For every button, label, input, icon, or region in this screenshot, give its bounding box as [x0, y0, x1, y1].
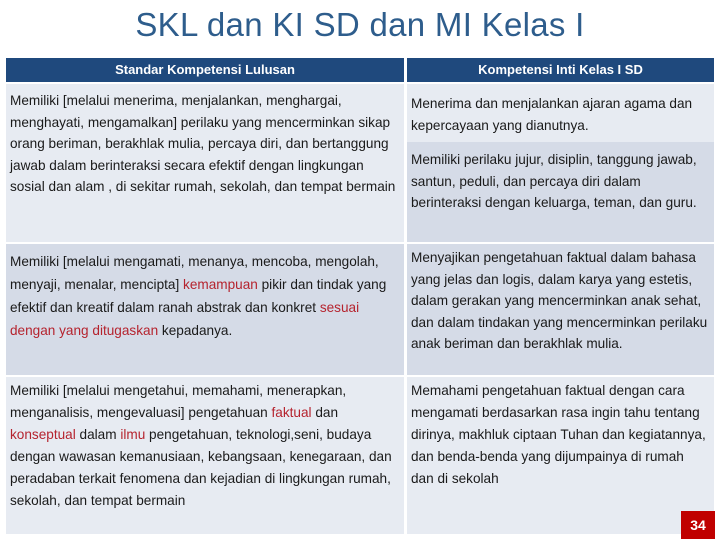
skl-highlight-text: konseptual — [10, 427, 76, 442]
skl-text: pengetahuan, teknologi,seni, budaya dengan wawasan kemanusiaan, kebangsaan, kenegaraan, dan peradaban terkait fenomena dan kejadian di lingkungan rumah, sekolah, dan tempat bermain — [10, 427, 392, 508]
skl-cell-attitude — [6, 84, 404, 242]
ki-text: Menyajikan pengetahuan faktual dalam bahasa yang jelas dan logis, dalam karya yang estetis, dalam gerakan yang mencerminkan anak sehat, dan dalam tindakan yang mencerminkan perilaku anak beriman dan berakhlak mulia. — [411, 250, 708, 351]
ki-cell-knowledge — [407, 377, 714, 534]
ki-cell-social — [407, 142, 714, 242]
skl-text: pikir dan tindak yang efektif dan kreatif dalam ranah abstrak dan konkret — [10, 277, 387, 315]
skl-text: dan — [311, 405, 339, 420]
skl-text: orang beriman, berakhlak mulia, percaya diri, dan bertanggung jawab dalam berinteraksi secara efektif dengan lingkungan sosial dan alam , di sekitar rumah, sekolah, dan tempat bermain — [10, 136, 396, 194]
skl-cell-knowledge — [6, 377, 404, 534]
ki-text: Memahami pengetahuan faktual dengan cara mengamati berdasarkan rasa ingin tahu tentang dirinya, makhluk ciptaan Tuhan dan kegiatannya, dan benda-benda yang dijumpainya di rumah dan di sekolah — [411, 383, 706, 486]
slide-title: SKL dan KI SD dan MI Kelas I — [135, 6, 585, 43]
ki-cell-skills — [407, 244, 714, 375]
ki-text: Memiliki perilaku jujur, disiplin, tanggung jawab, santun, peduli, dan percaya diri dalam berinteraksi dengan keluarga, teman, dan guru. — [411, 152, 697, 210]
skl-highlight-text: kemampuan — [183, 277, 258, 292]
skl-highlight-text: ilmu — [120, 427, 146, 442]
skl-cell-skills — [6, 244, 404, 375]
skl-text: Memiliki [melalui menerima, menjalankan, menghargai, menghayati, mengamalkan] perilaku yang mencerminkan sikap — [10, 93, 391, 130]
skl-highlight-text: faktual — [271, 405, 312, 420]
skl-text: Memiliki [melalui mengetahui, memahami, menerapkan, menganalisis, mengevaluasi] pengetahuan — [10, 383, 347, 420]
ki-cell-spiritual — [407, 84, 714, 142]
page-number-badge: 34 — [681, 511, 715, 539]
skl-text: Memiliki [melalui mengamati, menanya, mencoba, mengolah, menyaji, menalar, mencipta] — [10, 254, 379, 292]
column-header-skl: Standar Kompetensi Lulusan — [6, 58, 404, 82]
column-header-ki: Kompetensi Inti Kelas I SD — [407, 58, 714, 82]
skl-text: kepadanya. — [158, 323, 233, 338]
ki-text: Menerima dan menjalankan ajaran agama dan kepercayaan yang dianutnya. — [411, 96, 693, 133]
skl-highlight-text: sesuai dengan yang ditugaskan — [10, 300, 360, 338]
skl-text: dalam — [75, 427, 121, 442]
